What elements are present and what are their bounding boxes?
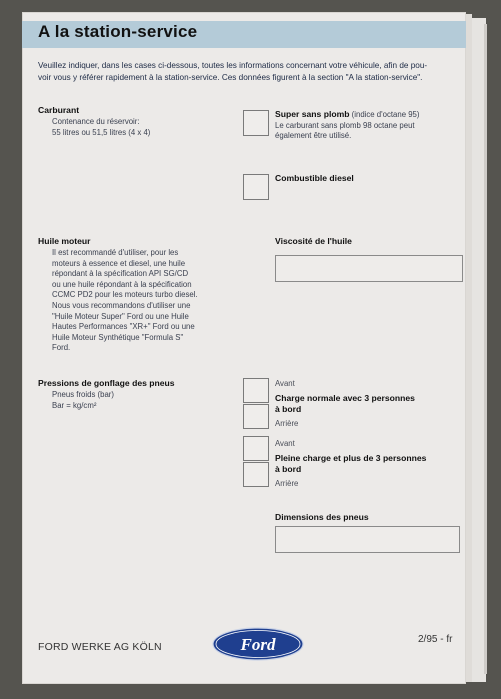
oil-description-line: moteurs à essence et diesel, une huile bbox=[52, 258, 186, 268]
oil-description-line: CCMC PD2 pour les moteurs turbo diesel. bbox=[52, 290, 198, 300]
super-unleaded-note-1: Le carburant sans plomb 98 octane peut bbox=[275, 121, 415, 130]
document-code: 2/95 - fr bbox=[418, 634, 453, 645]
oil-description-line: Ford. bbox=[52, 343, 71, 353]
normal-load-title-2: à bord bbox=[275, 404, 302, 414]
full-rear-label: Arrière bbox=[275, 479, 299, 488]
diesel-checkbox[interactable] bbox=[243, 174, 269, 200]
back-page-edge bbox=[484, 24, 487, 674]
super-unleaded-label: Super sans plomb bbox=[275, 109, 350, 119]
full-load-title-1: Pleine charge et plus de 3 personnes bbox=[275, 453, 427, 463]
intro-line-1: Veuillez indiquer, dans les cases ci-dessous, toutes les informations concernant votre véhicule, afin de pou- bbox=[38, 61, 428, 70]
fuel-capacity-value: 55 litres ou 51,5 litres (4 x 4) bbox=[52, 128, 151, 137]
normal-rear-pressure-box[interactable] bbox=[243, 404, 269, 429]
page-title: A la station-service bbox=[38, 22, 198, 41]
tire-dimensions-label: Dimensions des pneus bbox=[275, 512, 369, 522]
intro-line-2: voir vous y référer rapidement à la station-service. Ces données figurent à la section "A la station-service". bbox=[38, 72, 423, 82]
oil-heading: Huile moteur bbox=[38, 236, 91, 246]
oil-description bbox=[52, 248, 198, 354]
super-unleaded-title bbox=[275, 109, 419, 119]
full-rear-pressure-box[interactable] bbox=[243, 462, 269, 487]
company-name: FORD WERKE AG KÖLN bbox=[38, 641, 162, 653]
tire-pressure-heading: Pressions de gonflage des pneus bbox=[38, 378, 175, 388]
cold-tires-label: Pneus froids (bar) bbox=[52, 390, 114, 399]
fuel-heading: Carburant bbox=[38, 105, 80, 115]
normal-rear-label: Arrière bbox=[275, 419, 299, 428]
normal-front-pressure-box[interactable] bbox=[243, 378, 269, 403]
oil-description-line: "Huile Moteur Super" Ford ou une Huile bbox=[52, 311, 189, 321]
super-unleaded-note-2: également être utilisé. bbox=[275, 131, 352, 140]
fuel-capacity-label: Contenance du réservoir: bbox=[52, 117, 140, 126]
octane-note: (indice d'octane 95) bbox=[349, 110, 420, 119]
oil-description-line: répondant à la spécification API SG/CD bbox=[52, 269, 189, 279]
normal-load-title-1: Charge normale avec 3 personnes bbox=[275, 393, 415, 403]
full-front-label: Avant bbox=[275, 439, 295, 448]
oil-description-line: ou une huile répondant à la spécification bbox=[52, 279, 192, 289]
logo-text: Ford bbox=[240, 635, 276, 654]
tire-dimensions-field[interactable] bbox=[275, 526, 460, 553]
viscosity-label: Viscosité de l'huile bbox=[275, 236, 352, 246]
bar-unit-label: Bar = kg/cm² bbox=[52, 401, 97, 410]
ford-logo bbox=[212, 627, 304, 661]
viscosity-field[interactable] bbox=[275, 255, 463, 282]
oil-description-line: Huile Moteur Synthétique "Formula S" bbox=[52, 332, 184, 342]
intro-text bbox=[38, 60, 458, 83]
oil-description-line: Il est recommandé d'utiliser, pour les bbox=[52, 248, 179, 257]
oil-description-line: Hautes Performances "XR+" Ford ou une bbox=[52, 322, 195, 332]
normal-front-label: Avant bbox=[275, 379, 295, 388]
super-unleaded-checkbox[interactable] bbox=[243, 110, 269, 136]
full-load-title-2: à bord bbox=[275, 464, 302, 474]
diesel-label: Combustible diesel bbox=[275, 173, 354, 183]
full-front-pressure-box[interactable] bbox=[243, 436, 269, 461]
oil-description-line: Nous vous recommandons d'utiliser une bbox=[52, 300, 191, 310]
